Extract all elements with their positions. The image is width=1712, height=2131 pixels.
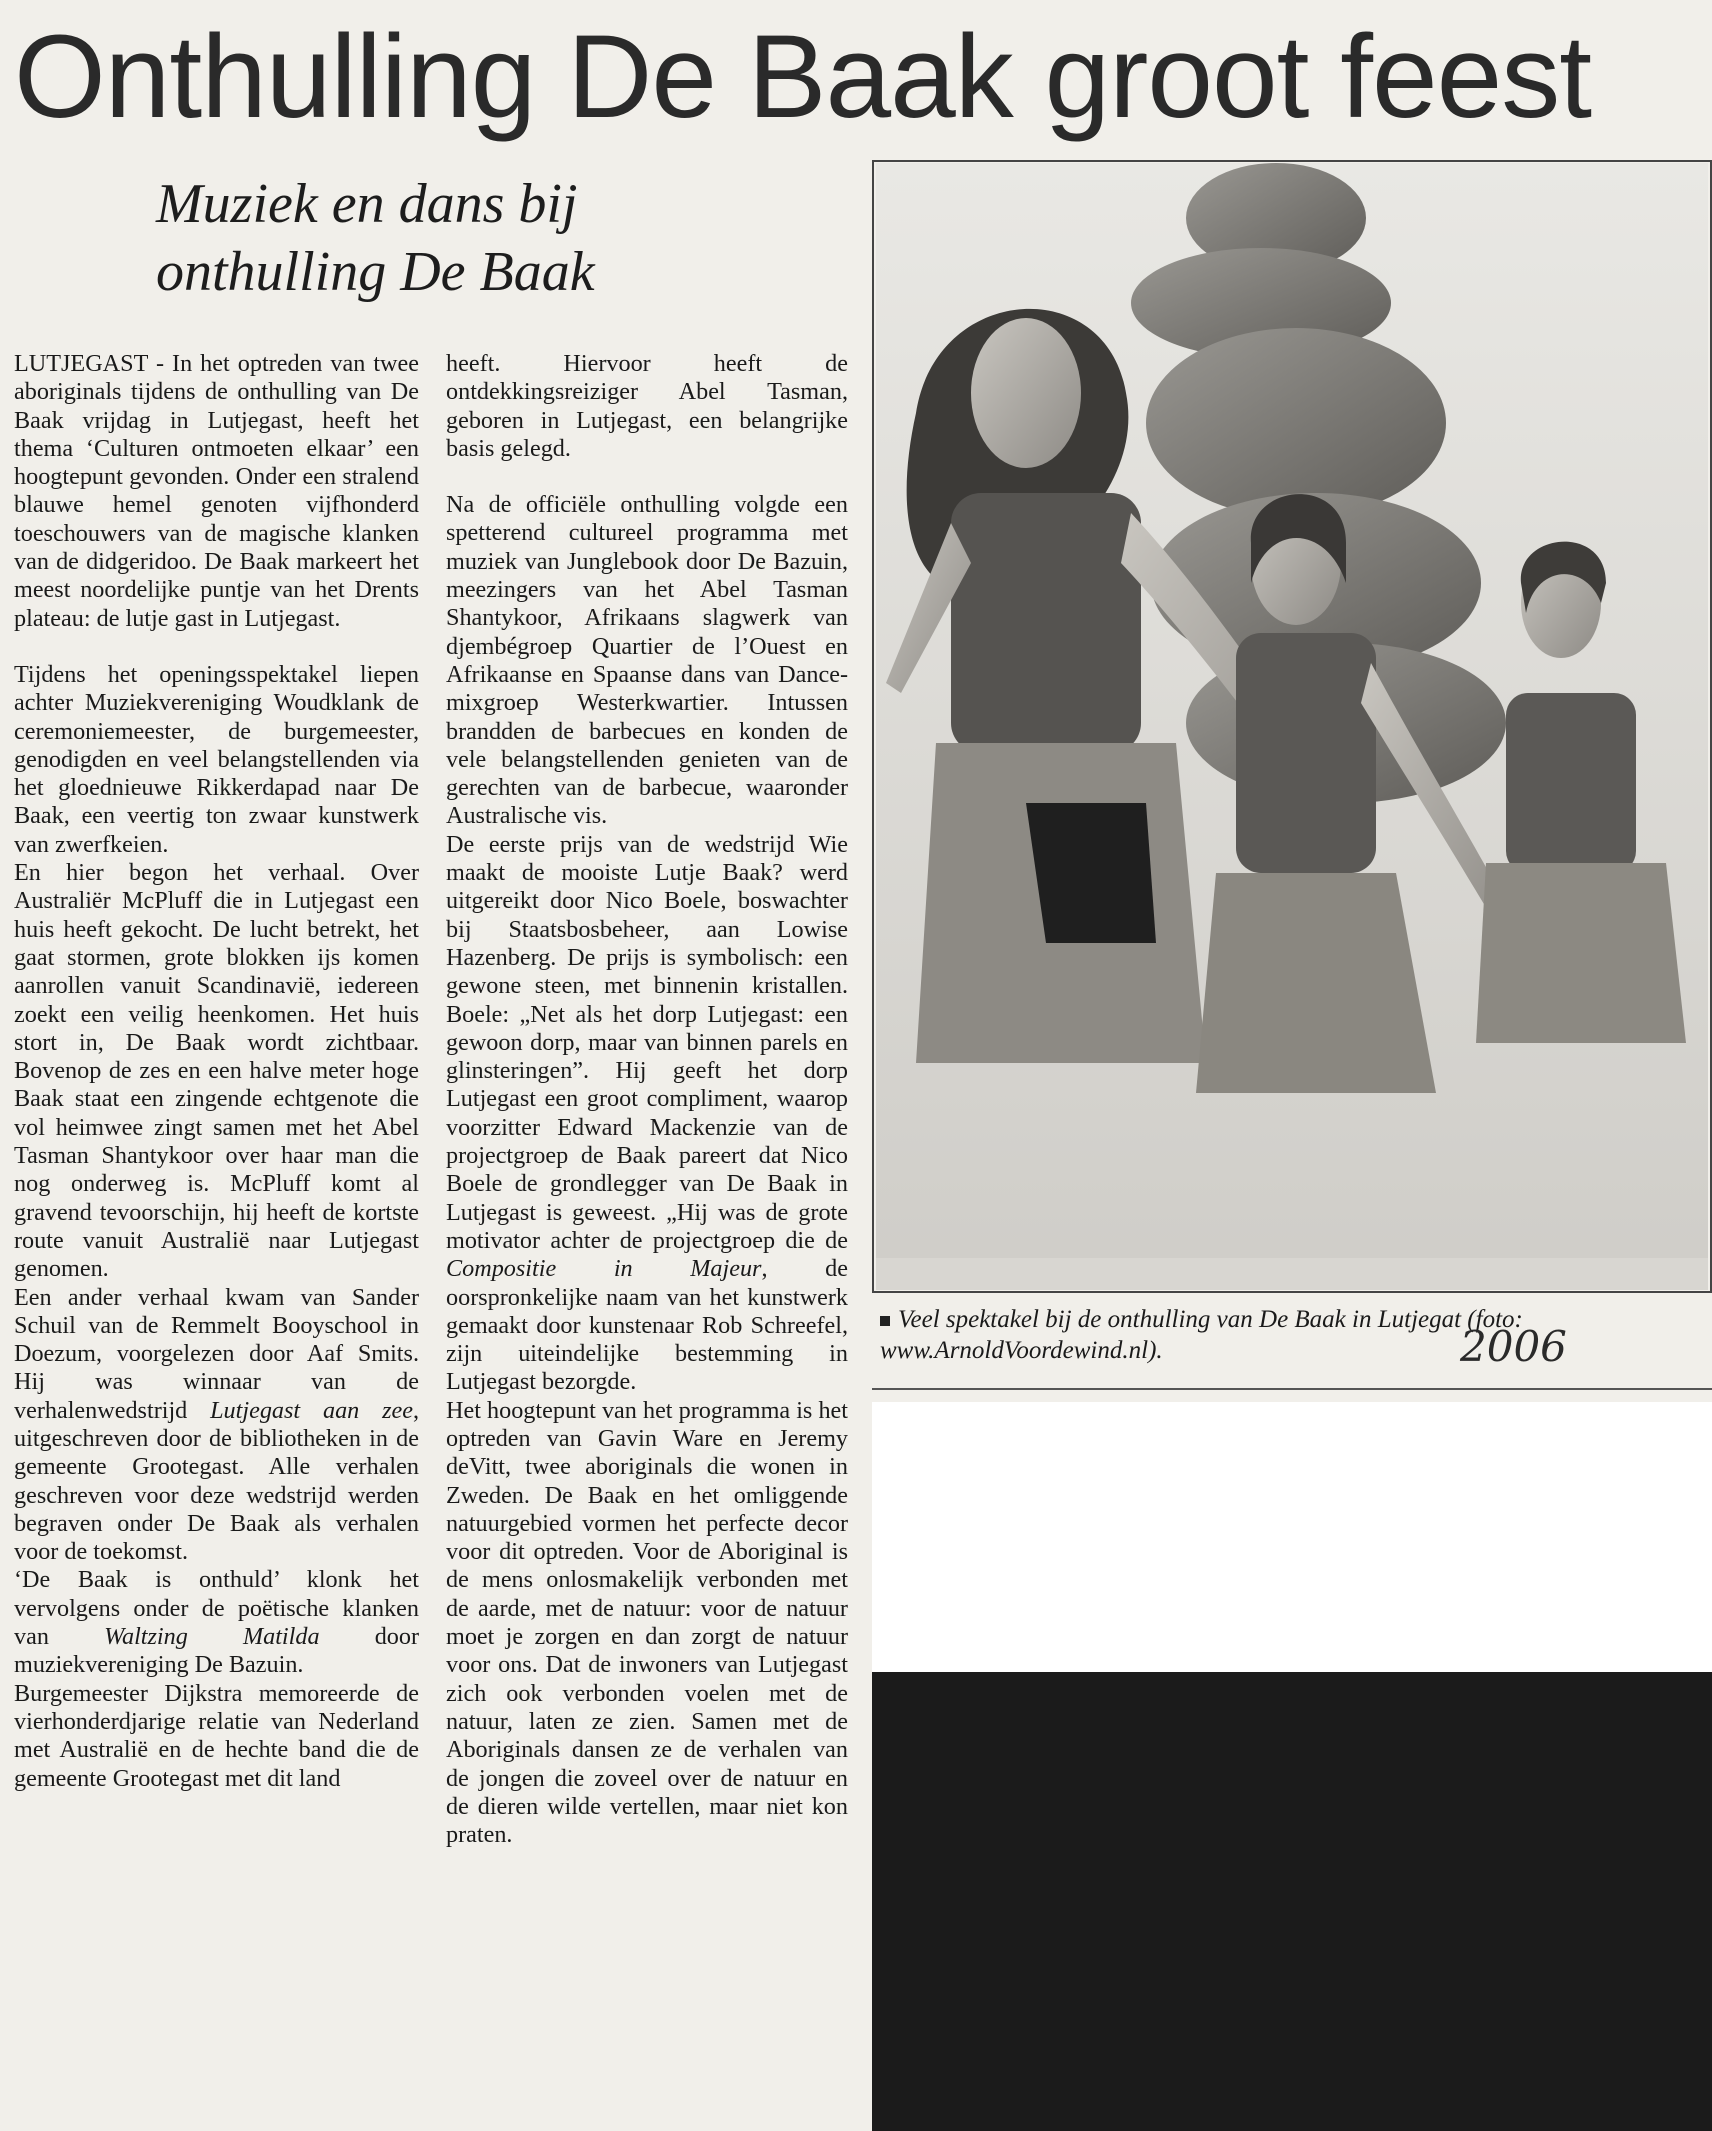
text-run: Een ander verhaal kwam van Sander Schuil van de Remmelt Booyschool in Doezum, voorgelezen door Aaf Smits. Hij was winnaar van de verhalenwedstrijd [14, 1283, 419, 1424]
photo-caption [880, 1304, 1706, 1366]
paragraph: LUTJEGAST - In het optreden van twee aboriginals tijdens de onthulling van De Baak vrijdag in Lutjegast, heeft het thema ‘Culturen ontmoeten elkaar’ een hoogtepunt gevonden. Onder een stralend blauwe hemel genoten vijfhonderd toeschouwers van de magische klanken van de didgeridoo. De Baak markeert het meest noordelijke puntje van het Drents plateau: de lutje gast in Lutjegast. [14, 350, 419, 632]
divider [872, 1388, 1712, 1390]
article-column-2 [446, 350, 848, 1849]
dark-scan-area [872, 1672, 1712, 2131]
italic-title: Lutjegast aan zee [210, 1396, 413, 1424]
text-run: , uitgeschreven door de bibliotheken in de gemeente Grootegast. Alle verhalen geschreven voor deze wedstrijd werden begraven onder De Baak als verhalen voor de toekomst. [14, 1396, 419, 1566]
paragraph: Tijdens het openingsspektakel liepen achter Muziekvereniging Woudklank de ceremoniemeester, de burgemeester, genodigden en veel belangstellenden via het gloednieuwe Rikkerdapad naar De Baak, een veertig ton zwaar kunstwerk van zwerfkeien. [14, 660, 419, 858]
text-run: De eerste prijs van de wedstrijd Wie maakt de mooiste Lutje Baak? werd uitgereikt door Nico Boele, boswachter bij Staatsbosbeheer, aan Lowise Hazenberg. De prijs is symbolisch: een gewone steen, met binnenin kristallen. Boele: „Net als het dorp Lutjegast: een gewoon dorp, maar van binnen parels en glinsteringen”. Hij geeft het dorp Lutjegast een groot compliment, waarop voorzitter Edward Mackenzie van de projectgroep de Baak pareert dat Nico Boele de grondlegger van De Baak in Lutjegast is geweest. „Hij was de grote motivator achter de projectgroep die de [446, 830, 848, 1254]
paragraph [14, 1566, 419, 1679]
italic-title: Waltzing Matilda [104, 1623, 320, 1651]
paragraph: Burgemeester Dijkstra memoreerde de vierhonderdjarige relatie van Nederland met Australië en de hechte band die de gemeente Grootegast met dit land [14, 1679, 419, 1792]
paragraph: Na de officiële onthulling volgde een spetterend cultureel programma met muziek van Junglebook door De Bazuin, meezingers van het Abel Tasman Shantykoor, Afrikaans slagwerk van djembégroep Quartier de l’Ouest en Afrikaanse en Spaanse dans van Dance-mixgroep Westerkwartier. Intussen brandden de barbecues en konden de vele belangstellenden genieten van de gerechten van de barbecue, waaronder Australische vis. [446, 491, 848, 830]
handwritten-year: 2006 [1460, 1322, 1567, 1371]
article-column-1 [14, 350, 419, 1793]
text-run: , de oorspronkelijke naam van het kunstwerk gemaakt door kunstenaar Rob Schreefel, zijn uiteindelijke bestemming in Lutjegast bezorgde. [446, 1255, 848, 1396]
headline: Onthulling De Baak groot feest [14, 11, 1592, 143]
italic-title: Compositie in Majeur [446, 1255, 762, 1283]
text-run: door muziekvereniging De Bazuin. [14, 1623, 420, 1679]
paragraph [446, 831, 848, 1397]
paragraph: En hier begon het verhaal. Over Australiër McPluff die in Lutjegast een huis heeft gekocht. De lucht betrekt, het gaat stormen, grote blokken ijs komen aanrollen vanuit Scandinavië, iedereen zoekt een veilig heenkomen. Het huis stort in, De Baak wordt zichtbaar. Bovenop de zes en een halve meter hoge Baak staat een zingende echtgenote die vol heimwee zingt samen met het Abel Tasman Shantykoor over haar man die nog onderweg is. McPluff komt al gravend tevoorschijn, hij heeft de kortste route vanuit Australië naar Lutjegast genomen. [14, 859, 419, 1283]
text-run: ‘De Baak is onthuld’ klonk het vervolgens onder de poëtische klanken van [14, 1566, 419, 1651]
subhead: Muziek en dans bij onthulling De Baak [156, 173, 595, 303]
paragraph: Het hoogtepunt van het programma is het optreden van Gavin Ware en Jeremy deVitt, twee aboriginals die wonen in Zweden. De Baak en het omliggende natuurgebied vormen het perfecte decor voor dit optreden. Voor de Aboriginal is de mens onlosmakelijk verbonden met de aarde, met de natuur: voor de natuur moet je zorgen en dan zorgt de natuur voor ons. Dat de inwoners van Lutjegast zich ook verbonden voelen met de natuur, laten ze zien. Samen met de Aboriginals dansen ze de verhalen van de jongen die zoveel over de natuur en de dieren wilde vertellen, maar niet kon praten. [446, 1396, 848, 1849]
dancers-photo [876, 163, 1708, 1290]
paragraph: heeft. Hiervoor heeft de ontdekkingsreiziger Abel Tasman, geboren in Lutjegast, een belangrijke basis gelegd. [446, 350, 848, 462]
caption-bullet [880, 1316, 890, 1326]
caption-text: Veel spektakel bij de onthulling van De Baak in Lutjegat (foto: www.ArnoldVoordewind.nl). [880, 1306, 1523, 1364]
paragraph [14, 1284, 419, 1567]
